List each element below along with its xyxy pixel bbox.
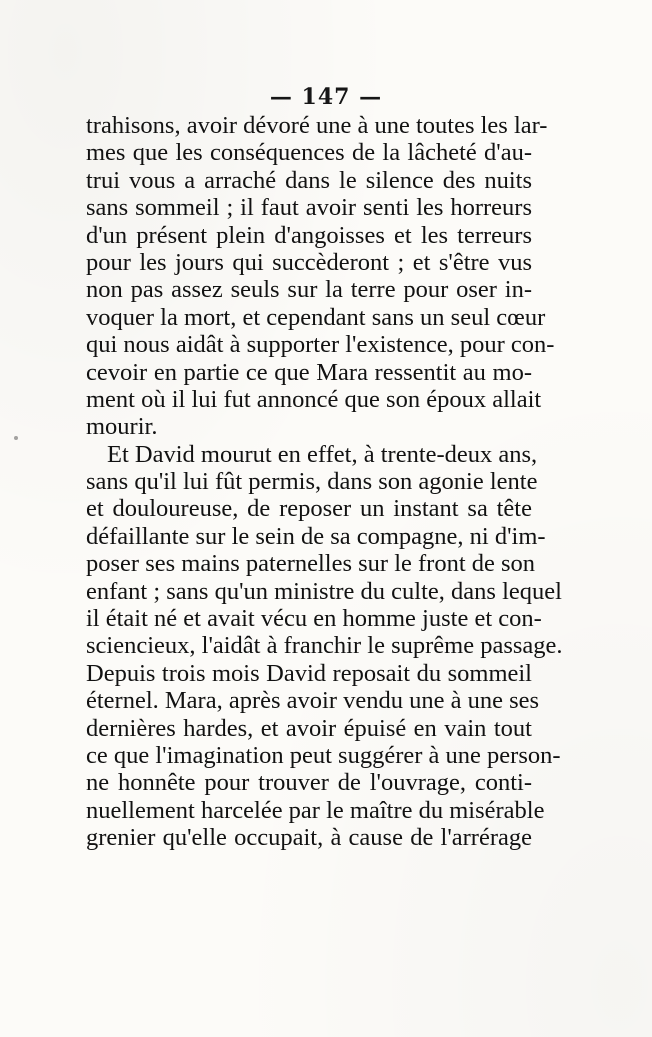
- text-line: poser ses mains paternelles sur le front de son: [86, 550, 536, 578]
- text-line: ce que l'imagination peut suggérer à une person-: [86, 741, 561, 769]
- text-line: sciencieux, l'aidât à franchir le suprême passage.: [86, 632, 563, 660]
- text-line: sans qu'il lui fût permis, dans son agonie lente: [86, 468, 538, 496]
- text-line: mes que les conséquences de la lâcheté d'au-: [86, 139, 532, 167]
- text-line: dernières hardes, et avoir épuisé en vain tout: [86, 714, 532, 742]
- ink-speck: [14, 436, 18, 440]
- body-text: [86, 112, 563, 852]
- text-line: qui nous aidât à supporter l'existence, pour con-: [86, 331, 555, 359]
- page-number: — 147 —: [269, 84, 383, 110]
- text-line: sans sommeil ; il faut avoir senti les horreurs: [86, 194, 532, 222]
- text-line: il était né et avait vécu en homme juste et con-: [86, 605, 542, 633]
- text-line: nuellement harcelée par le maître du misérable: [86, 796, 545, 824]
- text-line: Et David mourut en effet, à trente-deux ans,: [107, 440, 538, 468]
- text-line: ment où il lui fut annoncé que son époux allait: [86, 385, 542, 413]
- text-line: mourir.: [86, 413, 158, 441]
- text-line: Depuis trois mois David reposait du sommeil: [86, 659, 532, 687]
- text-line: grenier qu'elle occupait, à cause de l'arrérage: [86, 824, 532, 852]
- text-line: d'un présent plein d'angoisses et les terreurs: [86, 221, 532, 249]
- text-line: et douloureuse, de reposer un instant sa tête: [86, 495, 532, 523]
- text-line: trahisons, avoir dévoré une à une toutes les lar-: [86, 112, 548, 139]
- text-line: cevoir en partie ce que Mara ressentit au mo-: [86, 358, 532, 386]
- text-line: non pas assez seuls sur la terre pour oser in-: [86, 276, 532, 304]
- text-line: éternel. Mara, après avoir vendu une à une ses: [86, 687, 540, 715]
- text-line: défaillante sur le sein de sa compagne, ni d'im-: [86, 522, 546, 550]
- text-line: pour les jours qui succèderont ; et s'être vus: [86, 248, 532, 276]
- text-line: ne honnête pour trouver de l'ouvrage, conti-: [86, 769, 532, 797]
- text-line: trui vous a arraché dans le silence des nuits: [86, 166, 532, 194]
- text-line: voquer la mort, et cependant sans un seul cœur: [86, 303, 546, 331]
- text-line: enfant ; sans qu'un ministre du culte, dans lequel: [86, 577, 562, 605]
